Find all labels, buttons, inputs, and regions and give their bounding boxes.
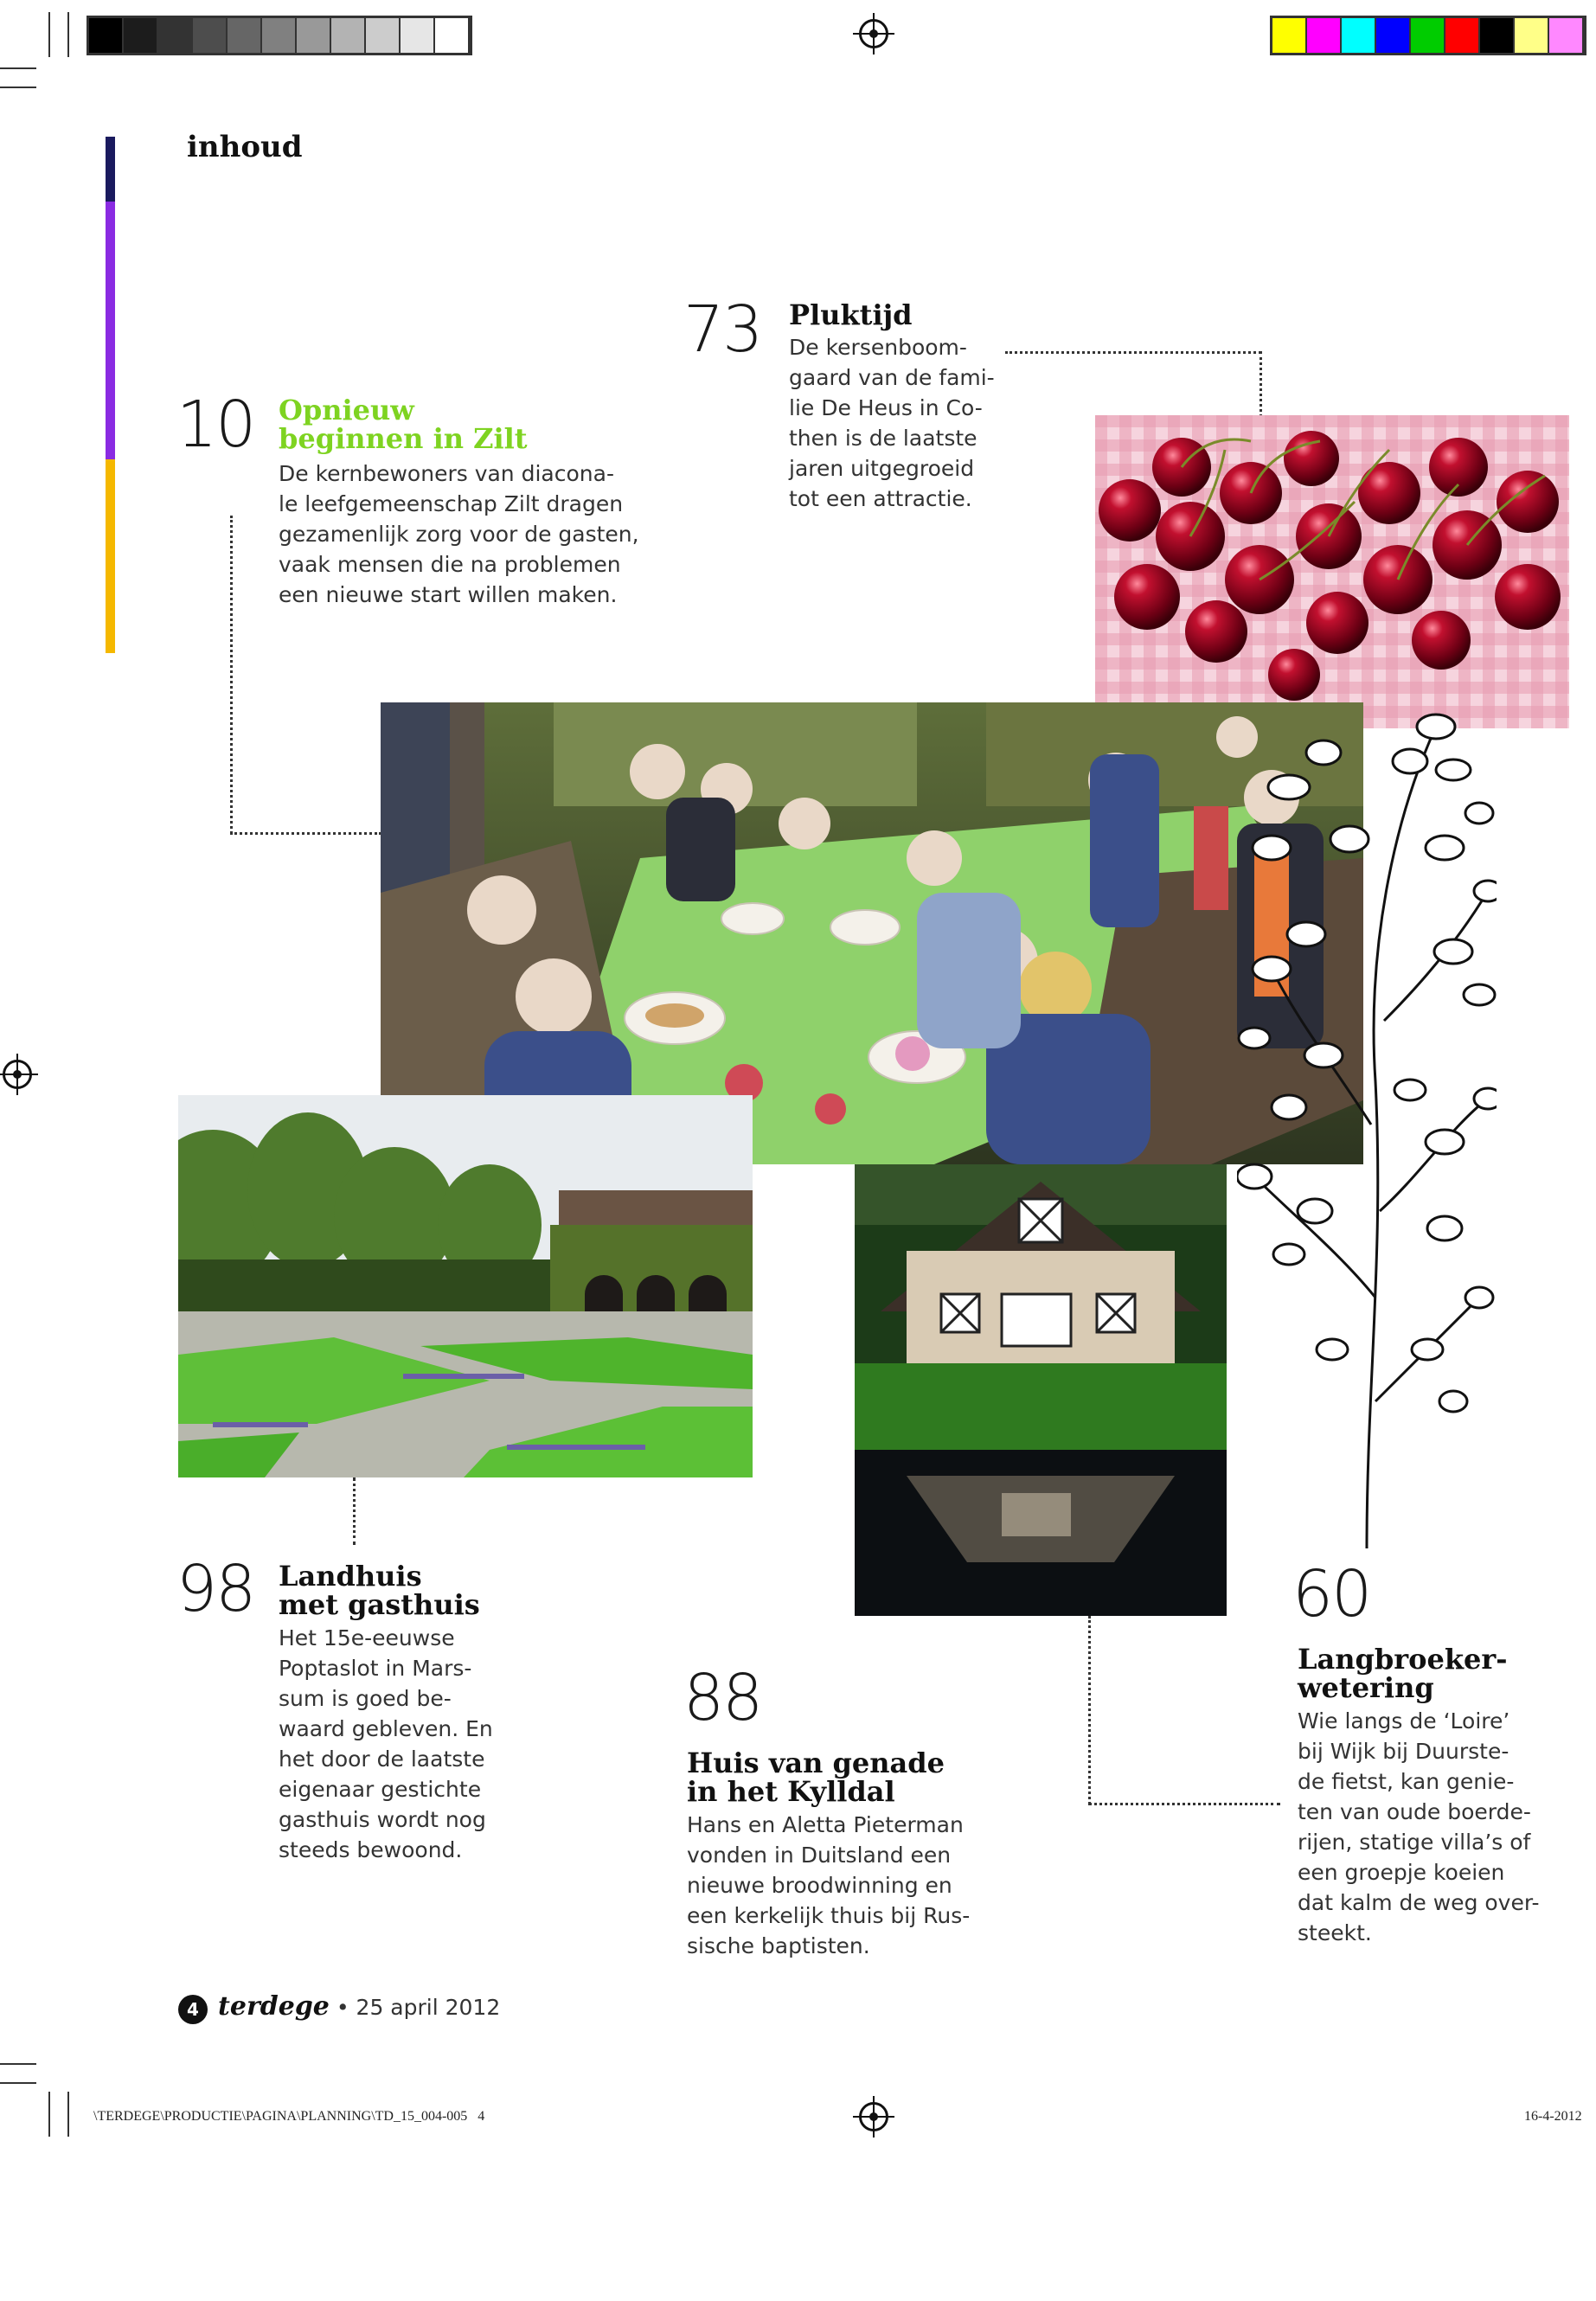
leader-line-zilt-h — [230, 832, 381, 835]
color-swatch — [1411, 18, 1445, 53]
gray-swatch — [435, 18, 470, 53]
color-swatch — [1272, 18, 1307, 53]
cherries-photo — [1095, 415, 1569, 728]
article-title-line2: in het Kylldal — [687, 1775, 895, 1808]
gray-swatch — [124, 18, 158, 53]
gray-swatch — [228, 18, 262, 53]
color-swatch — [1376, 18, 1411, 53]
cherries-illustration — [1095, 415, 1569, 728]
farmhouse-photo — [855, 1164, 1227, 1616]
article-text-landhuis: Het 15e-eeuwse Poptaslot in Mars- sum is goed be- waard gebleven. En het door de laatste eigenaar gestichte gasthuis wordt nog steeds bewoond. — [279, 1625, 493, 1862]
color-swatch — [1307, 18, 1342, 53]
article-title-line2: met gasthuis — [279, 1588, 480, 1621]
article-text-kylldal: Hans en Aletta Pieterman vonden in Duitsland een nieuwe broodwinning en een kerkelijk thuis bij Rus- sische baptisten. — [687, 1812, 971, 1958]
leader-line-langbroek-h — [1088, 1803, 1280, 1805]
page-number-10: 10 — [176, 388, 255, 462]
leader-line-langbroek-v — [1088, 1616, 1091, 1804]
crop-mark-top-left-v2 — [67, 12, 69, 57]
article-title-line1: Huis van genade — [687, 1747, 945, 1779]
section-label: inhoud — [187, 130, 303, 164]
leader-line-zilt-v — [230, 516, 233, 834]
article-title-opnieuw[interactable] — [279, 396, 528, 453]
article-text-langbroek: Wie langs de ‘Loire’ bij Wijk bij Duurste- de fietst, kan genie- ten van oude boerde- rijen, statige villa’s of een groepje koeien dat kalm de weg over- steekt. — [1298, 1708, 1540, 1945]
article-title-line1: Landhuis — [279, 1560, 422, 1593]
gray-swatch — [401, 18, 435, 53]
side-stripe-purple — [106, 202, 115, 459]
registration-mark-bottom — [859, 2102, 888, 2131]
page-number-badge — [178, 1995, 208, 2024]
castle-garden-photo — [178, 1095, 753, 1477]
article-text-zilt: De kernbewoners van diacona- le leefgemeenschap Zilt dragen gezamenlijk zorg voor de gasten, vaak mensen die na problemen een nieuwe start willen maken. — [279, 461, 639, 607]
article-title-line2: wetering — [1298, 1671, 1434, 1704]
page-number-88: 88 — [683, 1661, 762, 1735]
flower-sketch-decoration — [1237, 692, 1497, 1548]
slug-line — [93, 2109, 484, 2125]
side-stripe-yellow — [106, 459, 115, 653]
leader-line-pluktijd-h — [1005, 351, 1261, 354]
leader-line-landhuis — [353, 1477, 356, 1545]
article-title-pluktijd[interactable]: Pluktijd — [789, 298, 913, 331]
grayscale-color-bar — [87, 16, 472, 55]
footer-brand-line — [218, 1991, 500, 2022]
color-swatch — [1549, 18, 1584, 53]
gray-swatch — [193, 18, 228, 53]
gray-swatch — [366, 18, 401, 53]
article-title-langbroek[interactable] — [1298, 1645, 1507, 1702]
gray-swatch — [297, 18, 331, 53]
castle-garden-illustration — [178, 1095, 753, 1477]
crop-mark-bottom-left-v2 — [67, 2092, 69, 2137]
registration-mark-top — [859, 19, 888, 48]
registration-mark-left — [3, 1060, 32, 1089]
gray-swatch — [262, 18, 297, 53]
footer-separator: • — [336, 1995, 349, 2020]
page-number-60: 60 — [1292, 1557, 1371, 1631]
article-title-line2: beginnen in Zilt — [279, 422, 528, 455]
crop-mark-bottom-left-h1 — [0, 2063, 36, 2065]
gray-swatch — [158, 18, 193, 53]
color-swatch — [1445, 18, 1480, 53]
crop-mark-bottom-left-v1 — [48, 2092, 50, 2137]
page-number-98: 98 — [176, 1552, 255, 1626]
process-color-bar — [1270, 16, 1586, 55]
crop-mark-top-left-h1 — [0, 67, 36, 69]
slug-date: 16-4-2012 — [1524, 2109, 1582, 2124]
color-swatch — [1515, 18, 1549, 53]
crop-mark-top-left-h2 — [0, 87, 36, 88]
page-number-73: 73 — [683, 292, 762, 367]
article-title-landhuis[interactable] — [279, 1562, 480, 1619]
article-title-huis-van-genade[interactable] — [687, 1749, 945, 1806]
crop-mark-top-left-v1 — [48, 12, 50, 57]
color-swatch — [1342, 18, 1376, 53]
side-stripe-navy — [106, 137, 115, 202]
article-text-pluktijd: De kersenboom- gaard van de fami- lie De Heus in Co- then is de laatste jaren uitgegroeid tot een attractie. — [789, 335, 995, 511]
crop-mark-bottom-left-h2 — [0, 2082, 36, 2084]
page-number-text: 4 — [187, 1999, 199, 2020]
gray-swatch — [89, 18, 124, 53]
issue-date: 25 april 2012 — [356, 1995, 501, 2020]
gray-swatch — [331, 18, 366, 53]
farmhouse-illustration — [855, 1164, 1227, 1616]
article-title-line1: Opnieuw — [279, 394, 414, 426]
slug-path: \TERDEGE\PRODUCTIE\PAGINA\PLANNING\TD_15_004-005 — [93, 2109, 468, 2124]
color-swatch — [1480, 18, 1515, 53]
slug-page: 4 — [478, 2109, 485, 2124]
magazine-logo: terdege — [218, 1991, 330, 2022]
article-title-line1: Langbroeker- — [1298, 1643, 1508, 1676]
